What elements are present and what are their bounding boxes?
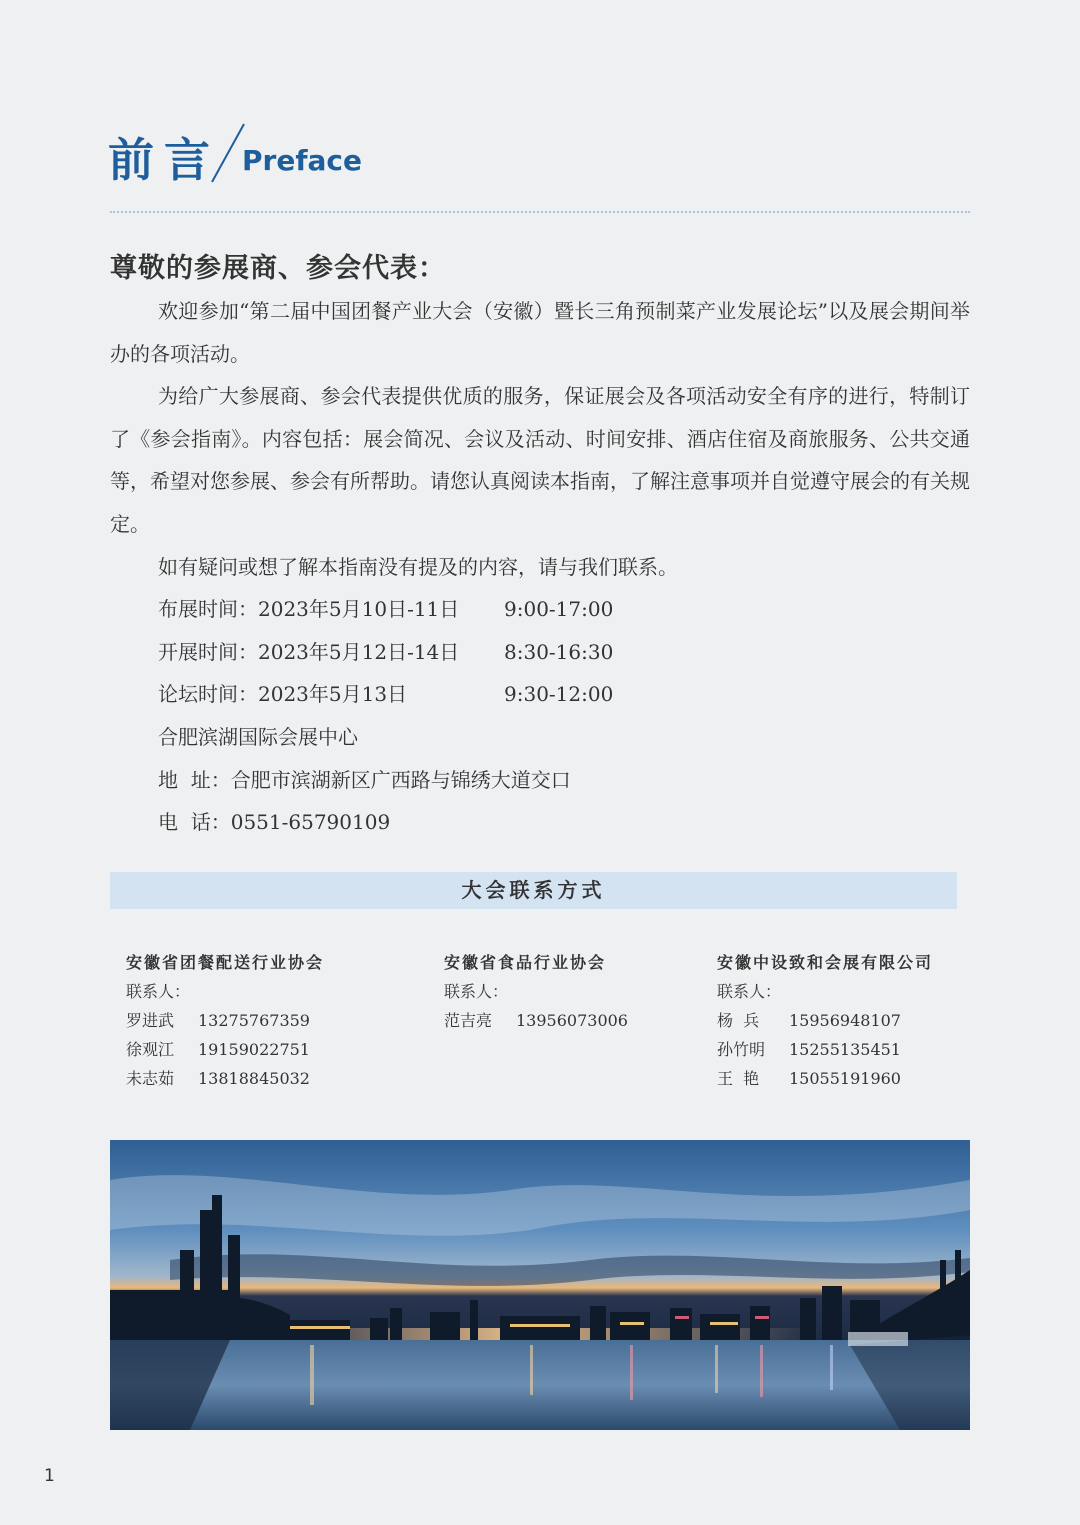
page-header	[108, 118, 970, 188]
person-phone: 19159022751	[198, 1040, 310, 1059]
org-name: 安徽省食品行业协会	[444, 953, 607, 972]
contact-org-2	[444, 948, 628, 1035]
schedule-label: 开展时间：2023年5月12日-14日	[158, 639, 460, 664]
contact-org-3	[717, 948, 933, 1093]
person-phone: 13956073006	[516, 1011, 628, 1030]
skyline-illustration	[110, 1140, 970, 1430]
page-title: 前言	[108, 133, 220, 187]
address: 地 址：合肥市滨湖新区广西路与锦绣大道交口	[158, 767, 571, 792]
person-name: 罗进武	[126, 1011, 175, 1030]
org-name: 安徽中设致和会展有限公司	[717, 953, 934, 972]
contact-person	[126, 1064, 324, 1093]
contact-banner: 大会联系方式	[110, 872, 957, 909]
header-divider	[110, 211, 970, 213]
contact-person	[126, 1035, 324, 1064]
phone: 电 话：0551-65790109	[158, 810, 391, 835]
schedule-time: 9:00-17:00	[504, 597, 614, 622]
person-name: 未志茹	[126, 1069, 175, 1088]
city-skyline-photo	[110, 1140, 970, 1430]
person-phone: 15055191960	[789, 1069, 901, 1088]
preface-body	[110, 290, 970, 844]
person-name: 孙竹明	[717, 1040, 766, 1059]
contact-person	[717, 1035, 933, 1064]
contact-person	[444, 1006, 628, 1035]
person-name: 杨 兵	[717, 1011, 760, 1030]
contact-org-1	[126, 948, 324, 1093]
person-name: 王 艳	[717, 1069, 760, 1088]
person-phone: 13818845032	[198, 1069, 310, 1088]
page-number: 1	[44, 1466, 55, 1486]
schedule-row	[110, 588, 970, 631]
schedule-label: 论坛时间：2023年5月13日	[158, 682, 408, 707]
salutation: 尊敬的参展商、参会代表：	[110, 253, 446, 284]
person-phone: 15956948107	[789, 1011, 901, 1030]
contact-label: 联系人：	[717, 982, 782, 1001]
person-name: 范吉亮	[444, 1011, 493, 1030]
contact-person	[717, 1006, 933, 1035]
contact-label: 联系人：	[126, 982, 191, 1001]
venue: 合肥滨湖国际会展中心	[158, 724, 358, 749]
schedule-time: 8:30-16:30	[504, 639, 614, 664]
contact-label: 联系人：	[444, 982, 509, 1001]
org-name: 安徽省团餐配送行业协会	[126, 953, 325, 972]
paragraph-guide: 为给广大参展商、参会代表提供优质的服务，保证展会及各项活动安全有序的进行，特制订了《参会指南》。内容包括：展会简况、会议及活动、时间安排、酒店住宿及商旅服务、公共交通等，希望对您参展、参会有所帮助。请您认真阅读本指南，了解注意事项并自觉遵守展会的有关规定。	[110, 384, 970, 536]
person-phone: 13275767359	[198, 1011, 310, 1030]
paragraph-welcome: 欢迎参加“第二届中国团餐产业大会（安徽）暨长三角预制菜产业发展论坛”以及展会期间举办的各项活动。	[110, 299, 970, 366]
schedule-row	[110, 631, 970, 674]
contact-person	[717, 1064, 933, 1093]
schedule-label: 布展时间：2023年5月10日-11日	[158, 597, 460, 622]
contact-person	[126, 1006, 324, 1035]
page-title-english: Preface	[242, 144, 362, 177]
person-phone: 15255135451	[789, 1040, 901, 1059]
schedule-row	[110, 673, 970, 716]
person-name: 徐观江	[126, 1040, 175, 1059]
paragraph-contact: 如有疑问或想了解本指南没有提及的内容，请与我们联系。	[158, 554, 678, 579]
schedule-time: 9:30-12:00	[504, 682, 614, 707]
